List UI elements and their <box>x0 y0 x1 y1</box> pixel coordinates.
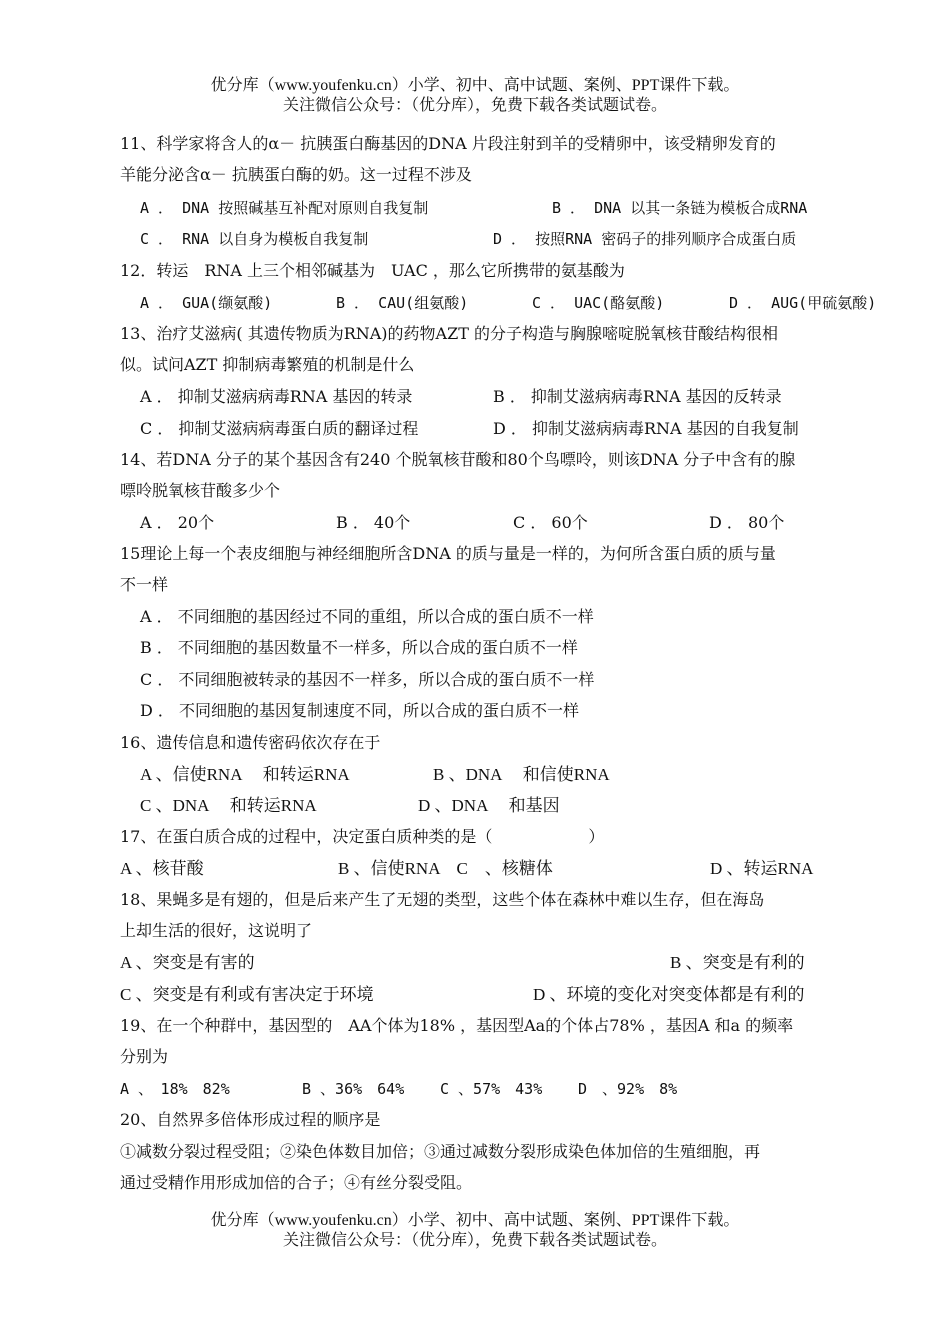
q16-stem: 16、遗传信息和遗传密码依次存在于 <box>120 733 381 752</box>
header-line-2: 关注微信公众号：（优分库），免费下载各类试题试卷。 <box>282 97 667 114</box>
q13-option-c: C ． 抑制艾滋病病毒蛋白质的翻译过程 <box>140 419 419 438</box>
q12-option-a: A ． GUA(缬氨酸) <box>140 294 273 312</box>
q11-option-a: A ． DNA 按照碱基互补配对原则自我复制 <box>140 199 429 217</box>
q15-option-b: B ． 不同细胞的基因数量不一样多，所以合成的蛋白质不一样 <box>140 638 578 657</box>
q18-option-b: B 、突变是有利的 <box>670 953 805 972</box>
q20-stem-line-1: 20、自然界多倍体形成过程的顺序是 <box>120 1110 381 1129</box>
q14-option-a: A ． 20个 <box>140 513 215 532</box>
q15-option-a: A ． 不同细胞的基因经过不同的重组，所以合成的蛋白质不一样 <box>140 607 594 626</box>
q19-option-c: C 、57% 43% <box>440 1080 543 1098</box>
q18-stem-line-2: 上却生活的很好，这说明了 <box>120 921 313 940</box>
q17-option-a: A 、核苷酸 <box>120 859 204 878</box>
q11-stem-line-2: 羊能分泌含α－ 抗胰蛋白酶的奶。这一过程不涉及 <box>120 165 472 184</box>
q16-option-b: B 、DNA 和信使RNA <box>433 765 610 784</box>
q15-option-c: C ． 不同细胞被转录的基因不一样多，所以合成的蛋白质不一样 <box>140 670 595 689</box>
q18-option-c: C 、突变是有利或有害决定于环境 <box>120 985 374 1004</box>
q16-option-d: D 、DNA 和基因 <box>418 796 560 815</box>
q13-stem-line-2: 似。试问AZT 抑制病毒繁殖的机制是什么 <box>120 355 415 374</box>
q19-option-a: A 、 18% 82% <box>120 1080 230 1098</box>
q19-option-b: B 、36% 64% <box>302 1080 405 1098</box>
q20-stem-line-2: ①减数分裂过程受阻；②染色体数目加倍；③通过减数分裂形成染色体加倍的生殖细胞，再 <box>120 1142 761 1161</box>
footer-line-2: 关注微信公众号：（优分库），免费下载各类试题试卷。 <box>282 1232 667 1249</box>
q11-option-b: B ． DNA 以其一条链为模板合成RNA <box>552 199 808 217</box>
q12-option-c: C ． UAC(酪氨酸) <box>532 294 665 312</box>
q16-option-a: A 、信使RNA 和转运RNA <box>140 765 350 784</box>
q13-option-d: D ． 抑制艾滋病病毒RNA 基因的自我复制 <box>493 419 799 438</box>
q12-stem: 12．转运 RNA 上三个相邻碱基为 UAC ，那么它所携带的氨基酸为 <box>120 261 625 280</box>
q13-option-a: A ． 抑制艾滋病病毒RNA 基因的转录 <box>140 387 413 406</box>
q12-option-d: D ． AUG(甲硫氨酸) <box>729 294 877 312</box>
q17-option-d: D 、转运RNA <box>710 859 814 878</box>
q15-option-d: D ． 不同细胞的基因复制速度不同，所以合成的蛋白质不一样 <box>140 701 580 720</box>
q15-stem-line-1: 15理论上每一个表皮细胞与神经细胞所含DNA 的质与量是一样的，为何所含蛋白质的质与量 <box>120 544 776 563</box>
header-line-1: 优分库（www.youfenku.cn）小学、初中、高中试题、案例、PPT课件下载。 <box>210 77 740 94</box>
q12-option-b: B ． CAU(组氨酸) <box>336 294 469 312</box>
q14-stem-line-1: 14、若DNA 分子的某个基因含有240 个脱氧核苷酸和80个鸟嘌呤，则该DNA 分子中含有的腺 <box>120 450 796 469</box>
q14-stem-line-2: 嘌呤脱氧核苷酸多少个 <box>120 481 281 500</box>
q20-stem-line-3: 通过受精作用形成加倍的合子；④有丝分裂受阻。 <box>120 1173 473 1192</box>
q14-option-b: B ． 40个 <box>336 513 411 532</box>
q15-stem-line-2: 不一样 <box>120 575 169 594</box>
q16-option-c: C 、DNA 和转运RNA <box>140 796 317 815</box>
q14-option-c: C ． 60个 <box>513 513 588 532</box>
q17-option-b-c: B 、信使RNA C 、核糖体 <box>338 859 553 878</box>
q19-option-d: D 、92% 8% <box>578 1080 678 1098</box>
q14-option-d: D ． 80个 <box>709 513 785 532</box>
q19-stem-line-1: 19、在一个种群中，基因型的 AA个体为18% ，基因型Aa的个体占78% ，基因A 和a 的频率 <box>120 1016 794 1035</box>
q18-option-a: A 、突变是有害的 <box>120 953 255 972</box>
q13-stem-line-1: 13、治疗艾滋病( 其遗传物质为RNA)的药物AZT 的分子构造与胸腺嘧啶脱氧核苷酸结构很相 <box>120 324 778 343</box>
q11-stem-line-1: 11、科学家将含人的α－ 抗胰蛋白酶基因的DNA 片段注射到羊的受精卵中，该受精卵发育的 <box>120 134 776 153</box>
q17-stem: 17、在蛋白质合成的过程中，决定蛋白质种类的是（ ） <box>120 827 605 846</box>
q11-option-d: D ． 按照RNA 密码子的排列顺序合成蛋白质 <box>493 230 797 248</box>
q18-stem-line-1: 18、果蝇多是有翅的，但是后来产生了无翅的类型，这些个体在森林中难以生存，但在海岛 <box>120 890 765 909</box>
q11-option-c: C ． RNA 以自身为模板自我复制 <box>140 230 369 248</box>
q13-option-b: B ． 抑制艾滋病病毒RNA 基因的反转录 <box>493 387 782 406</box>
q19-stem-line-2: 分别为 <box>120 1047 169 1066</box>
footer-line-1: 优分库（www.youfenku.cn）小学、初中、高中试题、案例、PPT课件下载。 <box>210 1212 740 1229</box>
q18-option-d: D 、环境的变化对突变体都是有利的 <box>533 985 805 1004</box>
